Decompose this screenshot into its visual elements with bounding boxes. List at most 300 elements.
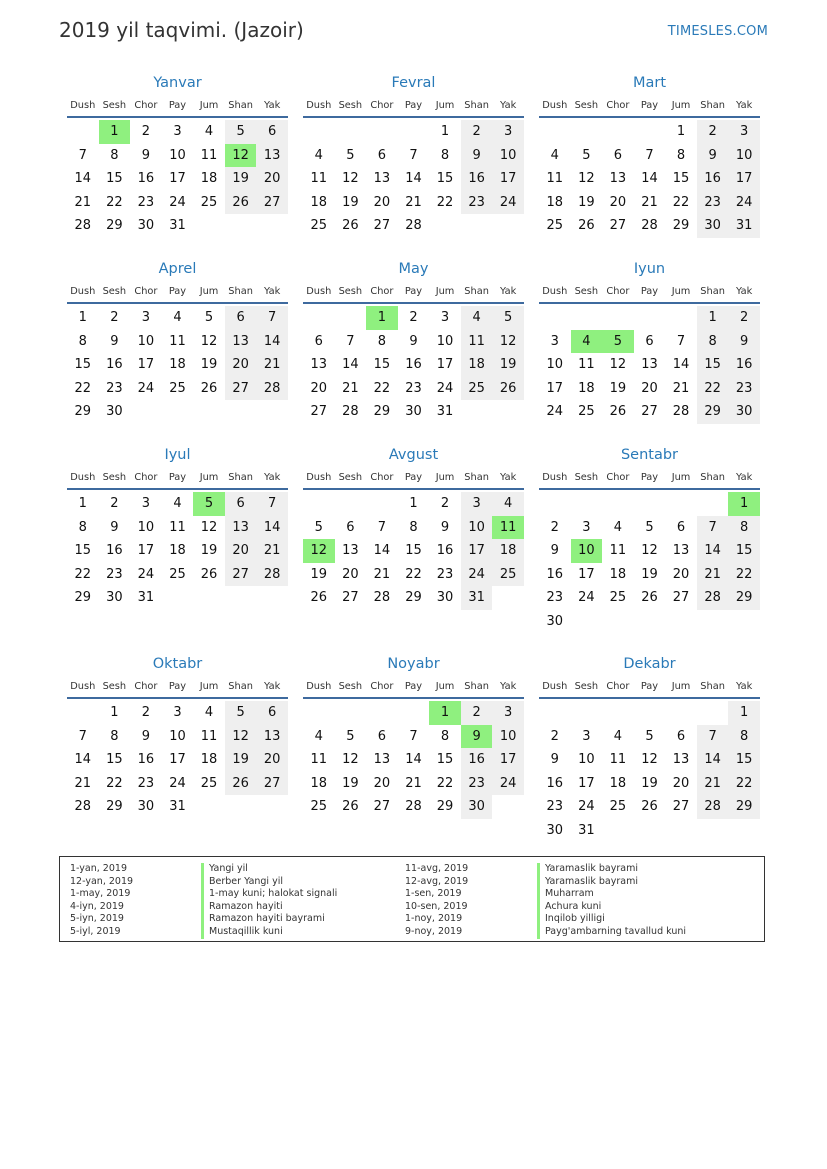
day-cell[interactable]: 22 bbox=[405, 566, 422, 582]
day-cell[interactable]: 27 bbox=[310, 404, 328, 420]
day-cell[interactable]: 8 bbox=[78, 519, 87, 535]
day-cell[interactable]: 23 bbox=[137, 775, 155, 791]
day-cell[interactable]: 17 bbox=[728, 167, 760, 191]
day-cell[interactable]: 27 bbox=[672, 590, 690, 606]
day-cell[interactable]: 14 bbox=[405, 752, 422, 768]
day-cell[interactable]: 3 bbox=[141, 496, 151, 511]
day-cell[interactable]: 30 bbox=[405, 404, 422, 420]
day-cell[interactable]: 7 bbox=[78, 147, 87, 163]
day-cell[interactable]: 5 bbox=[225, 120, 257, 144]
day-cell[interactable]: 15 bbox=[373, 357, 391, 373]
day-cell[interactable]: 6 bbox=[377, 147, 387, 163]
day-cell[interactable]: 16 bbox=[137, 171, 155, 187]
day-cell[interactable]: 11 bbox=[200, 728, 218, 744]
day-cell[interactable]: 15 bbox=[74, 543, 92, 559]
day-cell[interactable]: 22 bbox=[74, 380, 92, 396]
day-cell[interactable]: 5 bbox=[225, 701, 257, 725]
day-cell[interactable]: 15 bbox=[728, 539, 760, 563]
day-cell[interactable]: 3 bbox=[582, 519, 591, 535]
day-cell[interactable]: 2 bbox=[461, 701, 493, 725]
day-cell[interactable]: 19 bbox=[342, 775, 359, 791]
day-cell[interactable]: 22 bbox=[728, 563, 760, 587]
day-cell[interactable]: 4 bbox=[314, 728, 323, 744]
day-cell[interactable]: 17 bbox=[169, 752, 186, 768]
day-cell[interactable]: 30 bbox=[546, 822, 564, 838]
day-cell[interactable]: 22 bbox=[728, 772, 760, 796]
day-cell[interactable]: 15 bbox=[106, 752, 123, 768]
day-cell[interactable]: 5 bbox=[193, 492, 225, 516]
day-cell[interactable]: 26 bbox=[225, 772, 257, 796]
day-cell[interactable]: 25 bbox=[200, 194, 218, 210]
day-cell[interactable]: 20 bbox=[225, 539, 257, 563]
day-cell[interactable]: 4 bbox=[613, 728, 623, 744]
day-cell[interactable]: 20 bbox=[310, 380, 328, 396]
day-cell[interactable]: 25 bbox=[200, 775, 218, 791]
day-cell[interactable]: 13 bbox=[672, 543, 690, 559]
day-cell[interactable]: 20 bbox=[373, 775, 391, 791]
day-cell[interactable]: 23 bbox=[546, 799, 564, 815]
day-cell[interactable]: 5 bbox=[346, 147, 355, 163]
day-cell[interactable]: 19 bbox=[200, 357, 218, 373]
day-cell[interactable]: 15 bbox=[405, 543, 422, 559]
day-cell[interactable]: 6 bbox=[256, 120, 288, 144]
day-cell[interactable]: 31 bbox=[436, 404, 454, 420]
day-cell[interactable]: 21 bbox=[697, 563, 729, 587]
day-cell[interactable]: 8 bbox=[440, 728, 450, 744]
day-cell[interactable]: 30 bbox=[461, 795, 493, 819]
day-cell[interactable]: 11 bbox=[169, 519, 186, 535]
day-cell[interactable]: 21 bbox=[697, 772, 729, 796]
day-cell[interactable]: 14 bbox=[697, 748, 729, 772]
day-cell[interactable]: 3 bbox=[173, 705, 182, 720]
day-cell[interactable]: 9 bbox=[461, 725, 493, 749]
day-cell[interactable]: 12 bbox=[225, 144, 257, 168]
day-cell[interactable]: 6 bbox=[377, 728, 387, 744]
day-cell[interactable]: 15 bbox=[728, 748, 760, 772]
day-cell[interactable]: 12 bbox=[609, 357, 627, 373]
day-cell[interactable]: 14 bbox=[256, 330, 288, 354]
day-cell[interactable]: 9 bbox=[110, 333, 119, 349]
day-cell[interactable]: 11 bbox=[200, 147, 218, 163]
day-cell[interactable]: 7 bbox=[256, 492, 288, 516]
day-cell[interactable]: 27 bbox=[342, 590, 359, 606]
day-cell[interactable]: 22 bbox=[697, 377, 729, 401]
day-cell[interactable]: 11 bbox=[609, 752, 627, 768]
day-cell[interactable]: 25 bbox=[310, 218, 328, 234]
day-cell[interactable]: 20 bbox=[225, 353, 257, 377]
day-cell[interactable]: 3 bbox=[492, 120, 524, 144]
day-cell[interactable]: 18 bbox=[310, 194, 328, 210]
day-cell[interactable]: 13 bbox=[225, 516, 257, 540]
day-cell[interactable]: 1 bbox=[78, 496, 87, 511]
day-cell[interactable]: 7 bbox=[676, 333, 686, 349]
day-cell[interactable]: 28 bbox=[672, 404, 690, 420]
day-cell[interactable]: 15 bbox=[106, 171, 123, 187]
day-cell[interactable]: 30 bbox=[546, 613, 564, 629]
day-cell[interactable]: 14 bbox=[256, 516, 288, 540]
day-cell[interactable]: 23 bbox=[697, 191, 729, 215]
day-cell[interactable]: 26 bbox=[492, 377, 524, 401]
day-cell[interactable]: 13 bbox=[256, 144, 288, 168]
day-cell[interactable]: 24 bbox=[436, 380, 454, 396]
day-cell[interactable]: 29 bbox=[106, 218, 123, 234]
day-cell[interactable]: 9 bbox=[728, 330, 760, 354]
day-cell[interactable]: 28 bbox=[373, 590, 391, 606]
day-cell[interactable]: 14 bbox=[74, 171, 92, 187]
day-cell[interactable]: 9 bbox=[697, 144, 729, 168]
day-cell[interactable]: 17 bbox=[461, 539, 493, 563]
day-cell[interactable]: 3 bbox=[550, 333, 559, 349]
day-cell[interactable]: 16 bbox=[728, 353, 760, 377]
day-cell[interactable]: 25 bbox=[169, 380, 186, 396]
day-cell[interactable]: 8 bbox=[728, 516, 760, 540]
day-cell[interactable]: 19 bbox=[641, 775, 658, 791]
day-cell[interactable]: 8 bbox=[377, 333, 387, 349]
day-cell[interactable]: 9 bbox=[461, 144, 493, 168]
day-cell[interactable]: 25 bbox=[609, 590, 627, 606]
day-cell[interactable]: 7 bbox=[377, 519, 387, 535]
day-cell[interactable]: 5 bbox=[346, 728, 355, 744]
day-cell[interactable]: 20 bbox=[672, 775, 690, 791]
day-cell[interactable]: 19 bbox=[225, 167, 257, 191]
day-cell[interactable]: 18 bbox=[169, 357, 186, 373]
day-cell[interactable]: 29 bbox=[728, 586, 760, 610]
day-cell[interactable]: 12 bbox=[225, 725, 257, 749]
day-cell[interactable]: 2 bbox=[110, 310, 119, 325]
day-cell[interactable]: 23 bbox=[436, 566, 454, 582]
day-cell[interactable]: 1 bbox=[110, 705, 119, 720]
day-cell[interactable]: 30 bbox=[697, 214, 729, 238]
day-cell[interactable]: 21 bbox=[373, 566, 391, 582]
day-cell[interactable]: 16 bbox=[546, 566, 564, 582]
day-cell[interactable]: 9 bbox=[409, 333, 418, 349]
day-cell[interactable]: 25 bbox=[609, 799, 627, 815]
day-cell[interactable]: 22 bbox=[106, 194, 123, 210]
day-cell[interactable]: 13 bbox=[641, 357, 658, 373]
day-cell[interactable]: 25 bbox=[461, 377, 493, 401]
day-cell[interactable]: 17 bbox=[546, 380, 564, 396]
day-cell[interactable]: 31 bbox=[137, 590, 155, 606]
day-cell[interactable]: 26 bbox=[578, 218, 595, 234]
day-cell[interactable]: 15 bbox=[697, 353, 729, 377]
day-cell[interactable]: 17 bbox=[169, 171, 186, 187]
day-cell[interactable]: 15 bbox=[436, 752, 454, 768]
day-cell[interactable]: 11 bbox=[546, 171, 564, 187]
day-cell[interactable]: 1 bbox=[429, 701, 461, 725]
day-cell[interactable]: 6 bbox=[645, 333, 654, 349]
day-cell[interactable]: 21 bbox=[641, 194, 658, 210]
day-cell[interactable]: 5 bbox=[582, 147, 591, 163]
day-cell[interactable]: 21 bbox=[74, 775, 92, 791]
day-cell[interactable]: 21 bbox=[256, 353, 288, 377]
day-cell[interactable]: 16 bbox=[106, 543, 123, 559]
day-cell[interactable]: 24 bbox=[578, 590, 595, 606]
day-cell[interactable]: 13 bbox=[609, 171, 627, 187]
day-cell[interactable]: 25 bbox=[169, 566, 186, 582]
day-cell[interactable]: 10 bbox=[578, 752, 595, 768]
day-cell[interactable]: 1 bbox=[440, 124, 450, 139]
day-cell[interactable]: 25 bbox=[578, 404, 595, 420]
day-cell[interactable]: 2 bbox=[110, 496, 119, 511]
day-cell[interactable]: 31 bbox=[578, 822, 595, 838]
day-cell[interactable]: 18 bbox=[461, 353, 493, 377]
day-cell[interactable]: 16 bbox=[106, 357, 123, 373]
day-cell[interactable]: 25 bbox=[310, 799, 328, 815]
day-cell[interactable]: 24 bbox=[137, 380, 155, 396]
day-cell[interactable]: 23 bbox=[106, 380, 123, 396]
day-cell[interactable]: 17 bbox=[578, 566, 595, 582]
day-cell[interactable]: 12 bbox=[200, 333, 218, 349]
day-cell[interactable]: 19 bbox=[342, 194, 359, 210]
day-cell[interactable]: 17 bbox=[578, 775, 595, 791]
day-cell[interactable]: 18 bbox=[200, 171, 218, 187]
day-cell[interactable]: 10 bbox=[436, 333, 454, 349]
day-cell[interactable]: 5 bbox=[602, 330, 634, 354]
day-cell[interactable]: 29 bbox=[405, 590, 422, 606]
day-cell[interactable]: 24 bbox=[169, 775, 186, 791]
day-cell[interactable]: 28 bbox=[697, 586, 729, 610]
day-cell[interactable]: 10 bbox=[728, 144, 760, 168]
day-cell[interactable]: 25 bbox=[546, 218, 564, 234]
day-cell[interactable]: 3 bbox=[492, 701, 524, 725]
day-cell[interactable]: 13 bbox=[225, 330, 257, 354]
day-cell[interactable]: 17 bbox=[492, 167, 524, 191]
day-cell[interactable]: 14 bbox=[74, 752, 92, 768]
day-cell[interactable]: 19 bbox=[225, 748, 257, 772]
day-cell[interactable]: 27 bbox=[641, 404, 658, 420]
day-cell[interactable]: 26 bbox=[641, 590, 658, 606]
day-cell[interactable]: 10 bbox=[137, 333, 155, 349]
day-cell[interactable]: 6 bbox=[314, 333, 323, 349]
day-cell[interactable]: 3 bbox=[440, 310, 450, 325]
day-cell[interactable]: 12 bbox=[578, 171, 595, 187]
day-cell[interactable]: 5 bbox=[314, 519, 323, 535]
day-cell[interactable]: 22 bbox=[672, 194, 690, 210]
day-cell[interactable]: 28 bbox=[256, 563, 288, 587]
day-cell[interactable]: 28 bbox=[256, 377, 288, 401]
day-cell[interactable]: 23 bbox=[137, 194, 155, 210]
day-cell[interactable]: 14 bbox=[697, 539, 729, 563]
day-cell[interactable]: 12 bbox=[641, 543, 658, 559]
day-cell[interactable]: 20 bbox=[256, 748, 288, 772]
day-cell[interactable]: 21 bbox=[74, 194, 92, 210]
day-cell[interactable]: 4 bbox=[204, 124, 214, 139]
day-cell[interactable]: 16 bbox=[137, 752, 155, 768]
day-cell[interactable]: 7 bbox=[78, 728, 87, 744]
day-cell[interactable]: 26 bbox=[342, 218, 359, 234]
day-cell[interactable]: 16 bbox=[461, 167, 493, 191]
day-cell[interactable]: 31 bbox=[728, 214, 760, 238]
day-cell[interactable]: 13 bbox=[373, 752, 391, 768]
day-cell[interactable]: 26 bbox=[609, 404, 627, 420]
day-cell[interactable]: 4 bbox=[550, 147, 559, 163]
day-cell[interactable]: 11 bbox=[310, 171, 328, 187]
day-cell[interactable]: 1 bbox=[366, 306, 398, 330]
brand-link[interactable]: TIMESLES.COM bbox=[667, 24, 768, 39]
day-cell[interactable]: 9 bbox=[440, 519, 450, 535]
day-cell[interactable]: 29 bbox=[74, 590, 92, 606]
day-cell[interactable]: 2 bbox=[141, 705, 151, 720]
day-cell[interactable]: 19 bbox=[200, 543, 218, 559]
day-cell[interactable]: 12 bbox=[200, 519, 218, 535]
day-cell[interactable]: 17 bbox=[492, 748, 524, 772]
day-cell[interactable]: 29 bbox=[74, 404, 92, 420]
day-cell[interactable]: 6 bbox=[225, 492, 257, 516]
day-cell[interactable]: 11 bbox=[609, 543, 627, 559]
day-cell[interactable]: 21 bbox=[405, 775, 422, 791]
day-cell[interactable]: 4 bbox=[173, 496, 182, 511]
day-cell[interactable]: 4 bbox=[173, 310, 182, 325]
day-cell[interactable]: 18 bbox=[492, 539, 524, 563]
day-cell[interactable]: 14 bbox=[342, 357, 359, 373]
day-cell[interactable]: 9 bbox=[550, 752, 559, 768]
day-cell[interactable]: 26 bbox=[225, 191, 257, 215]
day-cell[interactable]: 18 bbox=[169, 543, 186, 559]
day-cell[interactable]: 29 bbox=[728, 795, 760, 819]
day-cell[interactable]: 11 bbox=[310, 752, 328, 768]
day-cell[interactable]: 28 bbox=[74, 799, 92, 815]
day-cell[interactable]: 5 bbox=[645, 519, 654, 535]
day-cell[interactable]: 27 bbox=[225, 563, 257, 587]
day-cell[interactable]: 11 bbox=[461, 330, 493, 354]
day-cell[interactable]: 27 bbox=[373, 799, 391, 815]
day-cell[interactable]: 3 bbox=[461, 492, 493, 516]
day-cell[interactable]: 30 bbox=[137, 799, 155, 815]
day-cell[interactable]: 13 bbox=[672, 752, 690, 768]
day-cell[interactable]: 22 bbox=[436, 775, 454, 791]
day-cell[interactable]: 23 bbox=[405, 380, 422, 396]
day-cell[interactable]: 2 bbox=[550, 728, 559, 744]
day-cell[interactable]: 13 bbox=[256, 725, 288, 749]
day-cell[interactable]: 12 bbox=[342, 752, 359, 768]
day-cell[interactable]: 7 bbox=[409, 728, 418, 744]
day-cell[interactable]: 27 bbox=[609, 218, 627, 234]
day-cell[interactable]: 20 bbox=[609, 194, 627, 210]
day-cell[interactable]: 12 bbox=[492, 330, 524, 354]
day-cell[interactable]: 19 bbox=[578, 194, 595, 210]
day-cell[interactable]: 6 bbox=[676, 519, 686, 535]
day-cell[interactable]: 5 bbox=[492, 306, 524, 330]
day-cell[interactable]: 3 bbox=[173, 124, 182, 139]
day-cell[interactable]: 4 bbox=[314, 147, 323, 163]
day-cell[interactable]: 18 bbox=[609, 566, 627, 582]
day-cell[interactable]: 8 bbox=[110, 147, 119, 163]
day-cell[interactable]: 2 bbox=[440, 496, 450, 511]
day-cell[interactable]: 1 bbox=[728, 701, 760, 725]
day-cell[interactable]: 18 bbox=[578, 380, 595, 396]
day-cell[interactable]: 28 bbox=[641, 218, 658, 234]
day-cell[interactable]: 20 bbox=[672, 566, 690, 582]
day-cell[interactable]: 2 bbox=[461, 120, 493, 144]
day-cell[interactable]: 16 bbox=[405, 357, 422, 373]
day-cell[interactable]: 30 bbox=[436, 590, 454, 606]
day-cell[interactable]: 2 bbox=[728, 306, 760, 330]
day-cell[interactable]: 11 bbox=[169, 333, 186, 349]
day-cell[interactable]: 26 bbox=[641, 799, 658, 815]
day-cell[interactable]: 3 bbox=[582, 728, 591, 744]
day-cell[interactable]: 29 bbox=[373, 404, 391, 420]
day-cell[interactable]: 27 bbox=[256, 191, 288, 215]
day-cell[interactable]: 13 bbox=[373, 171, 391, 187]
day-cell[interactable]: 26 bbox=[200, 380, 218, 396]
day-cell[interactable]: 20 bbox=[342, 566, 359, 582]
day-cell[interactable]: 26 bbox=[342, 799, 359, 815]
day-cell[interactable]: 25 bbox=[492, 563, 524, 587]
day-cell[interactable]: 16 bbox=[436, 543, 454, 559]
day-cell[interactable]: 8 bbox=[110, 728, 119, 744]
day-cell[interactable]: 28 bbox=[342, 404, 359, 420]
day-cell[interactable]: 31 bbox=[461, 586, 493, 610]
day-cell[interactable]: 9 bbox=[141, 147, 151, 163]
day-cell[interactable]: 30 bbox=[728, 400, 760, 424]
day-cell[interactable]: 7 bbox=[697, 725, 729, 749]
day-cell[interactable]: 28 bbox=[697, 795, 729, 819]
day-cell[interactable]: 19 bbox=[492, 353, 524, 377]
day-cell[interactable]: 7 bbox=[256, 306, 288, 330]
day-cell[interactable]: 1 bbox=[697, 306, 729, 330]
day-cell[interactable]: 9 bbox=[550, 543, 559, 559]
day-cell[interactable]: 21 bbox=[672, 380, 690, 396]
day-cell[interactable]: 26 bbox=[310, 590, 328, 606]
day-cell[interactable]: 21 bbox=[342, 380, 359, 396]
day-cell[interactable]: 28 bbox=[74, 218, 92, 234]
day-cell[interactable]: 19 bbox=[641, 566, 658, 582]
day-cell[interactable]: 31 bbox=[169, 218, 186, 234]
day-cell[interactable]: 2 bbox=[409, 310, 418, 325]
day-cell[interactable]: 4 bbox=[461, 306, 493, 330]
day-cell[interactable]: 31 bbox=[169, 799, 186, 815]
day-cell[interactable]: 23 bbox=[728, 377, 760, 401]
day-cell[interactable]: 24 bbox=[492, 772, 524, 796]
day-cell[interactable]: 10 bbox=[546, 357, 564, 373]
day-cell[interactable]: 18 bbox=[310, 775, 328, 791]
day-cell[interactable]: 26 bbox=[200, 566, 218, 582]
day-cell[interactable]: 5 bbox=[204, 310, 214, 325]
day-cell[interactable]: 8 bbox=[697, 330, 729, 354]
day-cell[interactable]: 28 bbox=[405, 218, 422, 234]
day-cell[interactable]: 15 bbox=[74, 357, 92, 373]
day-cell[interactable]: 5 bbox=[645, 728, 654, 744]
day-cell[interactable]: 4 bbox=[492, 492, 524, 516]
day-cell[interactable]: 27 bbox=[225, 377, 257, 401]
day-cell[interactable]: 24 bbox=[169, 194, 186, 210]
day-cell[interactable]: 21 bbox=[256, 539, 288, 563]
day-cell[interactable]: 2 bbox=[141, 124, 151, 139]
day-cell[interactable]: 22 bbox=[436, 194, 454, 210]
day-cell[interactable]: 13 bbox=[310, 357, 328, 373]
day-cell[interactable]: 9 bbox=[110, 519, 119, 535]
day-cell[interactable]: 18 bbox=[200, 752, 218, 768]
day-cell[interactable]: 14 bbox=[373, 543, 391, 559]
day-cell[interactable]: 2 bbox=[697, 120, 729, 144]
day-cell[interactable]: 7 bbox=[645, 147, 654, 163]
day-cell[interactable]: 20 bbox=[373, 194, 391, 210]
day-cell[interactable]: 23 bbox=[461, 191, 493, 215]
day-cell[interactable]: 15 bbox=[672, 171, 690, 187]
day-cell[interactable]: 12 bbox=[342, 171, 359, 187]
day-cell[interactable]: 15 bbox=[436, 171, 454, 187]
day-cell[interactable]: 4 bbox=[204, 705, 214, 720]
day-cell[interactable]: 30 bbox=[106, 590, 123, 606]
day-cell[interactable]: 1 bbox=[676, 124, 686, 139]
day-cell[interactable]: 23 bbox=[461, 772, 493, 796]
day-cell[interactable]: 30 bbox=[106, 404, 123, 420]
day-cell[interactable]: 17 bbox=[436, 357, 454, 373]
day-cell[interactable]: 4 bbox=[613, 519, 623, 535]
day-cell[interactable]: 1 bbox=[78, 310, 87, 325]
day-cell[interactable]: 19 bbox=[310, 566, 328, 582]
day-cell[interactable]: 30 bbox=[137, 218, 155, 234]
